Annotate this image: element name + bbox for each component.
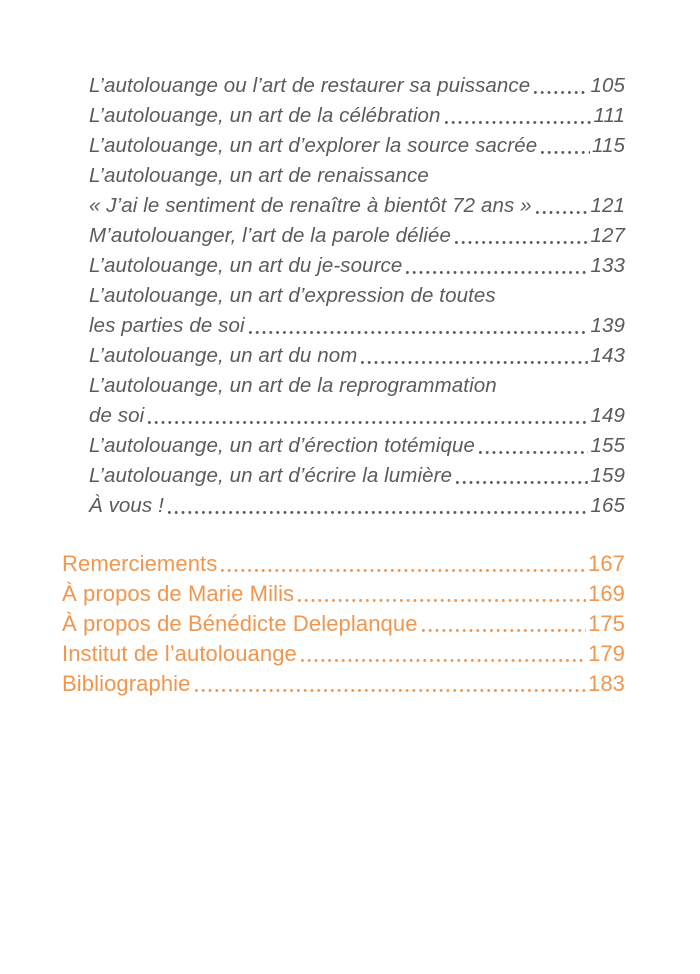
dot-leader — [536, 191, 589, 221]
toc-row-title: L’autolouange ou l’art de restaurer sa puissance — [89, 74, 531, 97]
toc-row-title: de soi — [89, 404, 145, 427]
toc-row — [89, 281, 625, 311]
toc-row — [62, 609, 625, 639]
dot-leader — [479, 431, 588, 461]
toc-row — [89, 131, 625, 161]
toc-row-page: 139 — [590, 314, 625, 337]
toc-row-title: « J’ai le sentiment de renaître à bientôt 72 ans » — [89, 194, 532, 217]
toc-row-title: À propos de Marie Milis — [62, 581, 295, 606]
toc-row-page: 175 — [587, 611, 625, 636]
toc-row — [89, 251, 625, 281]
dot-leader — [406, 251, 588, 281]
toc-row — [89, 371, 625, 401]
toc-row-title: À propos de Bénédicte Deleplanque — [62, 611, 418, 636]
toc-row-title: L’autolouange, un art de renaissance — [89, 164, 429, 187]
toc-row-title: Institut de l’autolouange — [62, 641, 297, 666]
toc-row — [89, 191, 625, 221]
toc-row-title: L’autolouange, un art d’écrire la lumière — [89, 464, 453, 487]
toc-row — [89, 161, 625, 191]
chapter-toc-list — [89, 71, 625, 521]
toc-row-page: 143 — [590, 344, 625, 367]
toc-row-page: 133 — [590, 254, 625, 277]
toc-row-title: M’autolouanger, l’art de la parole déliée — [89, 224, 451, 247]
dot-leader — [422, 609, 586, 639]
dot-leader — [249, 311, 589, 341]
backmatter-toc-list — [62, 549, 625, 699]
toc-row-page: 165 — [590, 494, 625, 517]
toc-row-title: L’autolouange, un art d’expression de toutes — [89, 284, 496, 307]
toc-row-title: les parties de soi — [89, 314, 245, 337]
toc-row-page: 167 — [587, 551, 625, 576]
dot-leader — [455, 221, 589, 251]
dot-leader — [298, 579, 586, 609]
toc-row — [89, 71, 625, 101]
dot-leader — [168, 491, 589, 521]
toc-row — [89, 401, 625, 431]
toc-row — [89, 461, 625, 491]
toc-row-title: L’autolouange, un art du nom — [89, 344, 358, 367]
toc-row — [89, 491, 625, 521]
toc-row-page: 105 — [590, 74, 625, 97]
dot-leader — [148, 401, 588, 431]
toc-row-title: L’autolouange, un art d’érection totémique — [89, 434, 476, 457]
dot-leader — [534, 71, 588, 101]
toc-row-page: 155 — [590, 434, 625, 457]
toc-row-page: 149 — [590, 404, 625, 427]
toc-row — [89, 341, 625, 371]
toc-row-page: 121 — [590, 194, 625, 217]
toc-row — [89, 101, 625, 131]
dot-leader — [195, 669, 586, 699]
dot-leader — [301, 639, 586, 669]
toc-row — [89, 221, 625, 251]
toc-row-page: 169 — [587, 581, 625, 606]
toc-row-title: Remerciements — [62, 551, 218, 576]
toc-row-title: L’autolouange, un art de la reprogrammation — [89, 374, 497, 397]
toc-row-title: Bibliographie — [62, 671, 191, 696]
toc-row-page: 127 — [590, 224, 625, 247]
toc-row-title: À vous ! — [89, 494, 164, 517]
toc-row — [62, 669, 625, 699]
toc-row-page: 115 — [592, 134, 625, 157]
dot-leader — [221, 549, 586, 579]
dot-leader — [541, 131, 590, 161]
dot-leader — [445, 101, 592, 131]
dot-leader — [456, 461, 588, 491]
toc-row-page: 183 — [587, 671, 625, 696]
toc-row-page: 159 — [590, 464, 625, 487]
toc-row — [62, 639, 625, 669]
toc-row-page: 111 — [593, 104, 625, 127]
toc-row — [89, 311, 625, 341]
toc-row-title: L’autolouange, un art du je-source — [89, 254, 403, 277]
toc-row — [89, 431, 625, 461]
toc-row-title: L’autolouange, un art de la célébration — [89, 104, 441, 127]
toc-row-page: 179 — [587, 641, 625, 666]
toc-row-title: L’autolouange, un art d’explorer la source sacrée — [89, 134, 538, 157]
toc-row — [62, 579, 625, 609]
dot-leader — [361, 341, 588, 371]
toc-row — [62, 549, 625, 579]
